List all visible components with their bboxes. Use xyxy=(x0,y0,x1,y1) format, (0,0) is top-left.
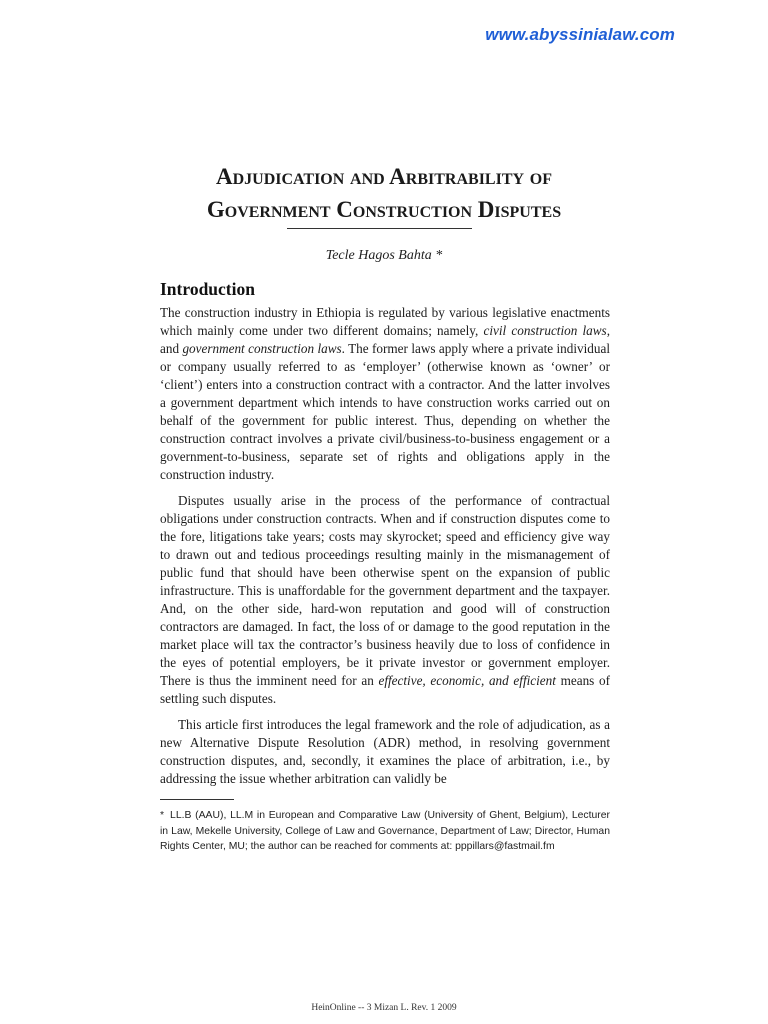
article-title xyxy=(0,160,768,226)
paragraph-2: Disputes usually arise in the process of the performance of contractual obligations under construction contracts. When and if construction disputes come to the fore, litigations take years; costs may skyrocket; speed and efficiency give way to drawn out and tedious proceedings resulting mainly in the mismanagement of public fund that should have been otherwise spent on the expansion of public infrastructure. This is unaffordable for the government department and the taxpayer. And, on the other side, hard-won reputation and good will of construction contractors are damaged. In fact, the loss of or damage to the good reputation in the market place will tax the contractor’s business heavily due to loss of confidence in the eyes of potential employers, be it private investor or government employer. There is thus the imminent need for an effective, economic, and efficient means of settling such disputes. xyxy=(160,493,610,706)
page-footer: HeinOnline -- 3 Mizan L. Rev. 1 2009 xyxy=(311,1003,457,1013)
title-divider xyxy=(287,228,472,229)
section-heading: Introduction xyxy=(160,279,255,299)
paragraph-1: The construction industry in Ethiopia is regulated by various legislative enactments which mainly come under two different domains; namely, civil construction laws, and government construction laws. The former laws apply where a private individual or company usually referred to as ‘employer’ (otherwise known as ‘owner’ or ‘client’) enters into a construction contract with a contractor. And the latter involves a government department which intends to have construction works carried out on behalf of the government for public interest. Thus, depending on whether the construction contract involves a private civil/business-to-business engagement or a government-to-business, separate set of rights and obligations apply in the construction industry. xyxy=(160,305,610,482)
title-line-2: Government Construction Disputes xyxy=(206,197,562,222)
article-body xyxy=(160,304,610,796)
author-name: Tecle Hagos Bahta * xyxy=(325,248,443,263)
emphasis-effective-economic-efficient: effective, economic, and efficient xyxy=(378,673,556,688)
emphasis-government-construction-laws: government construction laws xyxy=(182,341,342,356)
emphasis-civil-construction-laws: civil construction laws xyxy=(483,323,607,338)
title-line-1: Adjudication and Arbitrability of xyxy=(215,164,553,189)
paragraph-3: This article first introduces the legal framework and the role of adjudication, as a new Alternative Dispute Resolution (ADR) method, in resolving government construction disputes, and, secondly, it examines the place of arbitration, i.e., by addressing the issue whether arbitration can validly be xyxy=(160,717,610,786)
footnote-divider xyxy=(160,799,234,800)
watermark-link[interactable]: www.abyssinialaw.com xyxy=(485,25,675,44)
footnote-text: LL.B (AAU), LL.M in European and Comparative Law (University of Ghent, Belgium), Lecturer in Law, Mekelle University, College of Law and Governance, Department of Law; Director, Human Rights Center, MU; the author can be reached for comments at: pppillars@fastmail.fm xyxy=(160,810,610,852)
footnote xyxy=(160,808,610,855)
footnote-mark: * xyxy=(160,810,165,821)
